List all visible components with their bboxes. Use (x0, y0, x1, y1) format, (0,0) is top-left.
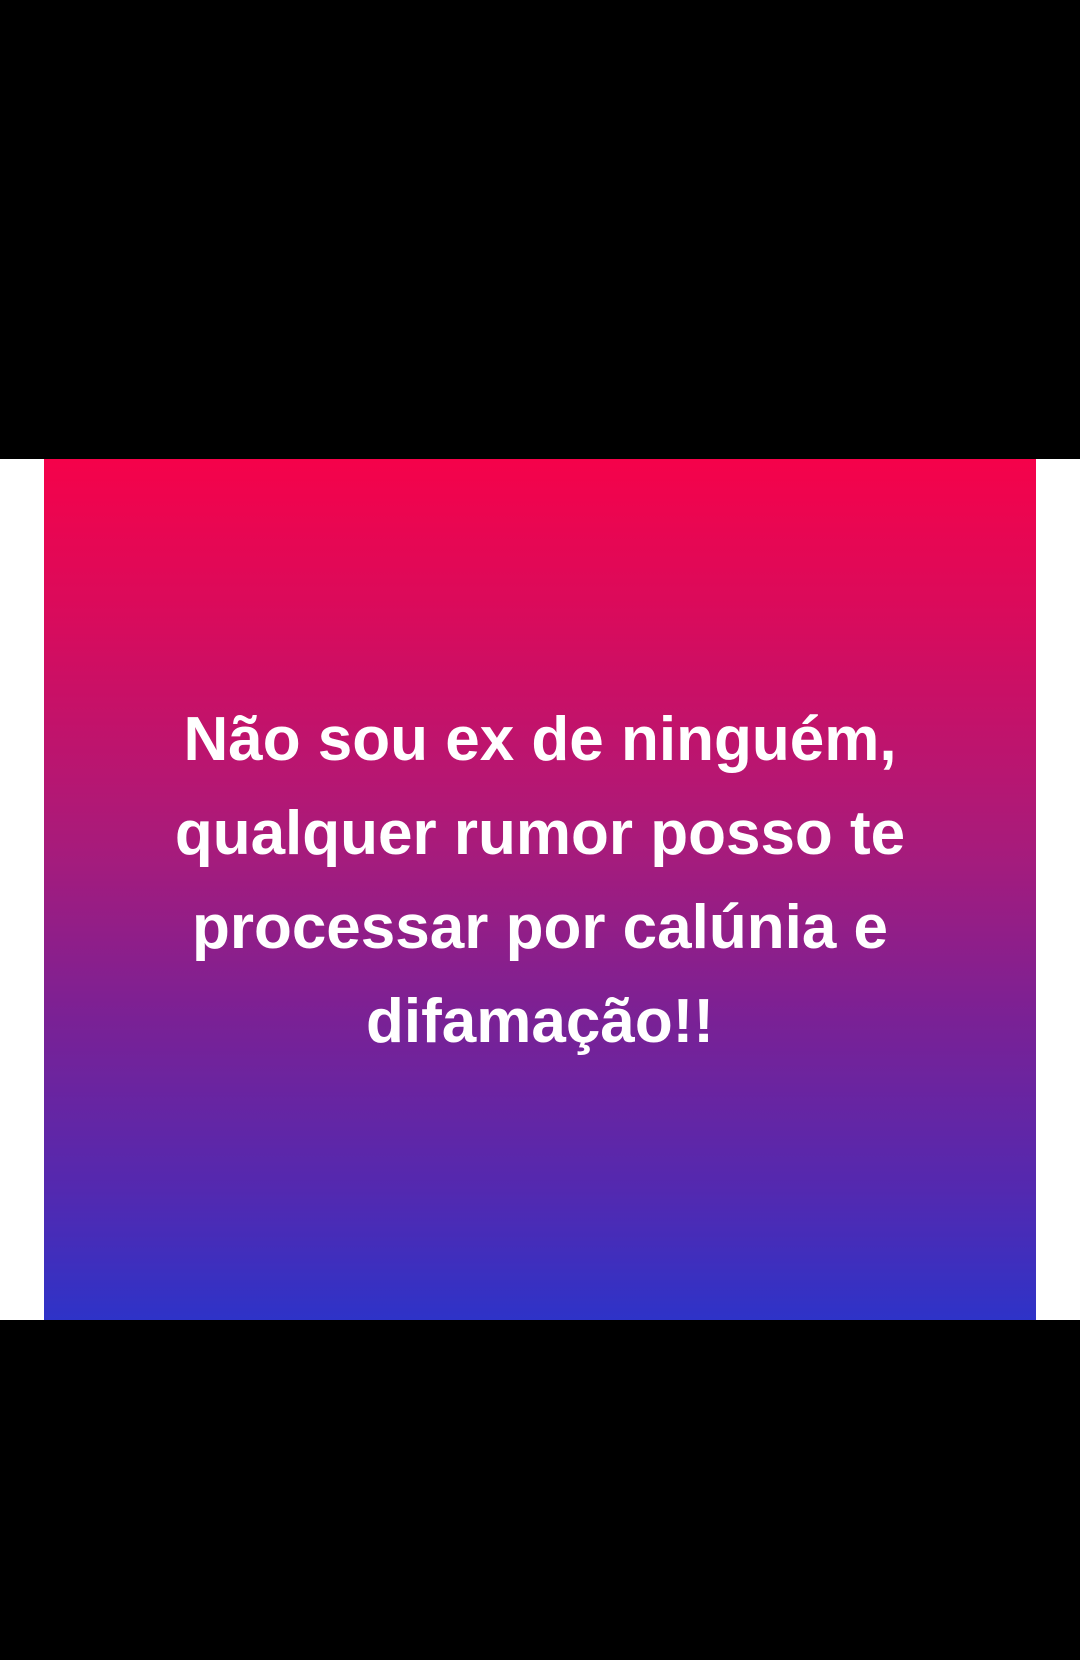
post-text (90, 693, 990, 1069)
image-frame (0, 459, 1080, 1320)
text-post-image[interactable] (44, 459, 1036, 1320)
post-text-line-1: Não sou ex de ninguém, (183, 704, 897, 774)
post-text-line-3: processar por calúnia e (191, 892, 889, 962)
bottom-black-area (0, 1320, 1080, 1660)
post-text-line-4: difamação!! (366, 986, 714, 1056)
top-black-area (0, 0, 1080, 459)
post-text-line-2: qualquer rumor posso te (174, 798, 906, 868)
